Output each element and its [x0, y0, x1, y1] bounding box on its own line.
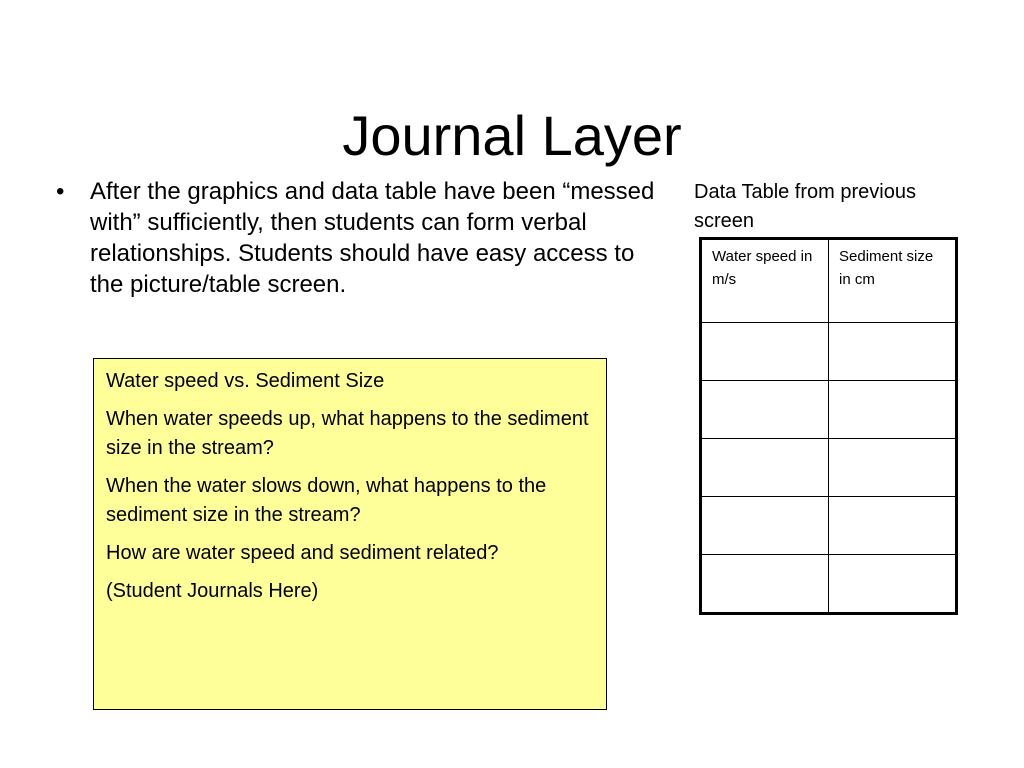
table-header-row [701, 239, 957, 323]
table-row [701, 381, 957, 439]
table-row [701, 555, 957, 614]
journal-prompt-box [93, 358, 607, 710]
table-cell-water-speed[interactable] [701, 381, 829, 439]
bullet-icon: • [56, 178, 65, 205]
table-cell-water-speed[interactable] [701, 439, 829, 497]
table-cell-water-speed[interactable] [701, 323, 829, 381]
journal-question-slows-down: When the water slows down, what happens to the sediment size in the stream? [106, 475, 547, 526]
bullet-text: After the graphics and data table have been “messed with” sufficiently, then students can form verbal relationships. Students should have easy access to the picture/table screen. [90, 178, 655, 298]
table-cell-sediment-size[interactable] [829, 497, 957, 555]
bullet-point [56, 176, 656, 300]
journal-placeholder: (Student Journals Here) [106, 580, 319, 602]
table-cell-sediment-size[interactable] [829, 381, 957, 439]
slide-title: Journal Layer [342, 103, 682, 167]
journal-heading: Water speed vs. Sediment Size [106, 370, 385, 392]
table-cell-sediment-size[interactable] [829, 555, 957, 614]
table-cell-water-speed[interactable] [701, 555, 829, 614]
journal-question-speeds-up: When water speeds up, what happens to the sediment size in the stream? [106, 408, 589, 459]
table-row [701, 497, 957, 555]
header-water-speed: Water speed in m/s [701, 239, 829, 323]
header-sediment-size: Sediment size in cm [829, 239, 957, 323]
table-cell-water-speed[interactable] [701, 497, 829, 555]
table-cell-sediment-size[interactable] [829, 323, 957, 381]
table-row [701, 323, 957, 381]
table-caption: Data Table from previous screen [694, 181, 916, 232]
table-row [701, 439, 957, 497]
table-cell-sediment-size[interactable] [829, 439, 957, 497]
journal-question-relationship: How are water speed and sediment related? [106, 542, 499, 564]
data-table [699, 237, 958, 615]
